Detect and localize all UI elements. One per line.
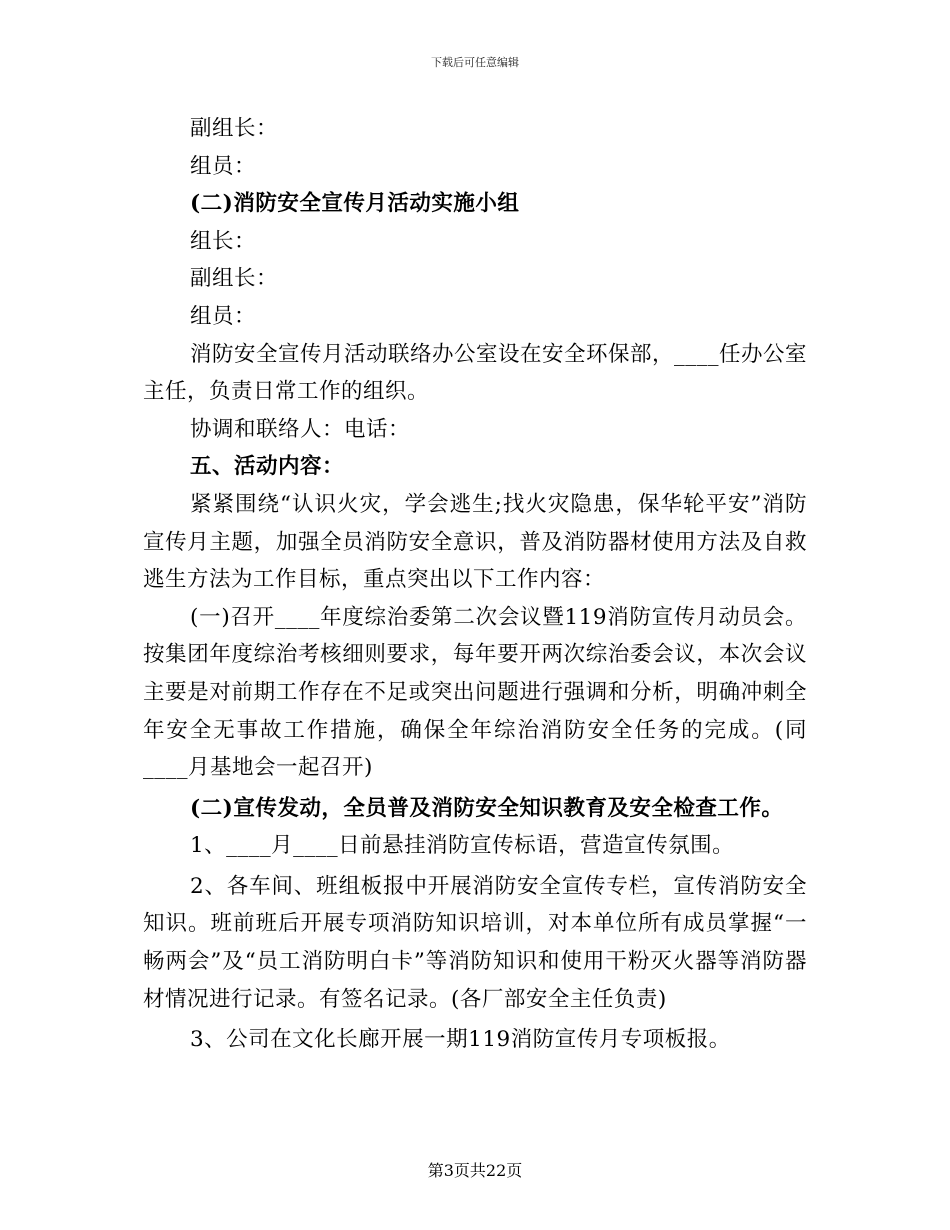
paragraph-deputy-leader-2: 副组长： bbox=[190, 266, 279, 292]
page-header: 下载后可任意编辑 bbox=[431, 56, 519, 69]
paragraph-members-2: 组员： bbox=[190, 303, 257, 329]
paragraph-item-2: 2、各车间、班组板报中开展消防安全宣传专栏，宣传消防安全知识。班前班后开展专项消防知识培训，对本单位所有成员掌握“一畅两会”及“员工消防明白卡”等消防知识和使用干粉灭火器等消防器材情况进行记录。有签名记录。(各厂部安全主任负责) bbox=[143, 873, 807, 1012]
paragraph-leader: 组长： bbox=[190, 228, 257, 254]
paragraph-item-1: 1、____月____日前悬挂消防宣传标语，营造宣传氛围。 bbox=[190, 833, 735, 859]
paragraph-meeting: (一)召开____年度综治委第二次会议暨119消防宣传月动员会。按集团年度综治考核细则要求，每年要开两次综治委会议，本次会议主要是对前期工作存在不足或突出问题进行强调和分析，明确冲刺全年安全无事故工作措施，确保全年综治消防安全任务的完成。(同____月基地会一起召开) bbox=[143, 604, 807, 781]
page-number-footer: 第3页共22页 bbox=[427, 1161, 523, 1180]
section-heading-implementation-group: (二)消防安全宣传月活动实施小组 bbox=[190, 191, 520, 217]
paragraph-contact: 协调和联络人：电话： bbox=[190, 416, 411, 442]
section-heading-activity-content: 五、活动内容： bbox=[190, 454, 345, 480]
paragraph-members-1: 组员： bbox=[190, 153, 257, 179]
paragraph-liaison-office: 消防安全宣传月活动联络办公室设在安全环保部，____任办公室主任，负责日常工作的组织。 bbox=[143, 341, 808, 405]
document-body bbox=[143, 110, 807, 1059]
paragraph-item-3: 3、公司在文化长廊开展一期119消防宣传月专项板报。 bbox=[190, 1027, 731, 1053]
paragraph-theme: 紧紧围绕“认识火灾，学会逃生;找火灾隐患，保华轮平安”消防宣传月主题，加强全员消防安全意识，普及消防器材使用方法及自救逃生方法为工作目标，重点突出以下工作内容： bbox=[143, 491, 807, 593]
paragraph-deputy-leader-1: 副组长： bbox=[190, 116, 279, 141]
section-heading-publicity: (二)宣传发动，全员普及消防安全知识教育及安全检查工作。 bbox=[190, 795, 784, 821]
